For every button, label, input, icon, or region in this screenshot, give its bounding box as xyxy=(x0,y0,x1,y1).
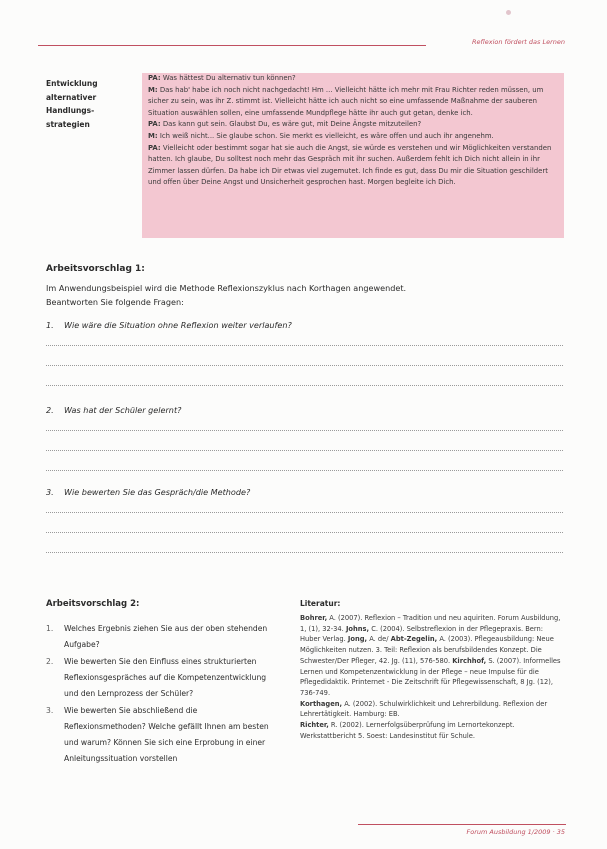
dialogue-line xyxy=(148,131,558,143)
page-footer: Forum Ausbildung 1/2009 · 35 xyxy=(466,828,565,836)
speaker: M: xyxy=(148,85,158,94)
section-label-line: alternativer xyxy=(46,92,97,102)
question-2 xyxy=(46,405,181,415)
question-text: Was hat der Schüler gelernt? xyxy=(64,405,182,415)
item-number: 3. xyxy=(46,706,54,715)
task2-list xyxy=(46,621,274,768)
item-text: Wie bewerten Sie den Einfluss eines strukturierten Reflexionsgespräches auf die Kompetenzentwicklung und den Lernprozess der Schüler? xyxy=(64,657,267,698)
dialogue-line xyxy=(148,143,558,189)
answer-lines[interactable] xyxy=(46,512,563,572)
question-text: Wie bewerten Sie das Gespräch/die Methode? xyxy=(64,487,251,497)
dialogue-text: Vielleicht oder bestimmt sogar hat sie auch die Angst, sie würde es verstehen und wir Möglichkeiten verstanden hatten. Ich glaube, Du solltest noch mehr das Gespräch mit ihr suchen. Außerdem fehlt ich Dich nicht allein in ihr Zimmer lassen dürfen. Da habe ich Dir etwas viel zugemutet. Ich finde es gut, dass Du mir die Situation geschildert und offen über Deine Angst und Unsicherheit gesprochen hast. Morgen begleite ich Dich. xyxy=(148,143,552,187)
speaker: PA: xyxy=(148,74,161,82)
question-number: 1. xyxy=(46,320,54,330)
speaker: M: xyxy=(148,131,158,140)
task1-heading: Arbeitsvorschlag 1: xyxy=(46,264,145,274)
section-label-line: strategien xyxy=(46,119,90,129)
speaker: PA: xyxy=(148,143,161,152)
literature-list xyxy=(300,613,564,741)
section-label-line: Entwicklung xyxy=(46,79,98,88)
section-label xyxy=(46,77,126,131)
dialogue-text: Ich weiß nicht... Sie glaube schon. Sie merkt es vielleicht, es wäre offen und auch ihr angenehm. xyxy=(157,131,494,140)
item-number: 1. xyxy=(46,624,54,633)
lit-author: Kirchhof, xyxy=(452,656,487,665)
list-item xyxy=(46,703,274,767)
lit-text: A. (2003). Pflegeausbildung: Neue Möglichkeiten nutzen. 3. Teil: Reflexion als berufsbildendes Konzept. Die Schwester/Der Pfleger, 42. Jg. (11), 576-580. xyxy=(300,635,554,665)
speaker: PA: xyxy=(148,120,161,129)
dialogue-text: Das hab' habe ich noch nicht nachgedacht! Hm ... Vielleicht hätte ich mehr mit Frau Richter reden müssen, um sicher zu sein, was ihr Z. stimmt ist. Vielleicht hätte ich auch nicht so eine umfassende Maßnahme der sauberen Situation auswählen sollen, eine umfassende Mundpflege hätte ihr auch gut getan, denke ich. xyxy=(148,85,544,117)
question-text: Wie wäre die Situation ohne Reflexion weiter verlaufen? xyxy=(64,320,292,330)
lit-author: Abt-Zegelin, xyxy=(390,635,438,644)
lit-text: A. (2002). Schulwirklichkeit und Lehrerbildung. Reflexion der Lehrertätigkeit. Hamburg: EB. xyxy=(300,699,548,719)
dialogue-line xyxy=(148,119,558,131)
list-item xyxy=(46,621,274,653)
lit-author: Jong, xyxy=(347,635,368,644)
lit-author: Korthagen, xyxy=(300,699,343,708)
question-1 xyxy=(46,320,292,330)
lit-text: S. (2007). Informelles Lernen und Kompetenzentwicklung in der Pflege – neue Impulse für die Pflegedidaktik. Printernet - Die Zeitschrift für Pflegewissenschaft, 8 Jg. (12), 736-749. xyxy=(300,656,561,697)
running-header: Reflexion fördert das Lernen xyxy=(472,38,565,46)
dialogue-text: Das kann gut sein. Glaubst Du, es wäre gut, mit Deine Ängste mitzuteilen? xyxy=(160,120,422,129)
question-number: 3. xyxy=(46,487,54,497)
lit-author: Richter, xyxy=(300,721,329,730)
literature-heading: Literatur: xyxy=(300,599,341,608)
task2-heading: Arbeitsvorschlag 2: xyxy=(46,599,140,609)
lit-text: R. (2002). Lernerfolgsüberprüfung im Lernortekonzept. Werkstattbericht 5. Soest: Landesinstitut für Schule. xyxy=(300,721,515,740)
lit-text: A. de/ xyxy=(367,635,389,644)
list-item xyxy=(46,654,274,702)
question-number: 2. xyxy=(46,405,54,415)
scan-mark xyxy=(506,10,511,15)
footer-rule xyxy=(358,824,566,825)
dialogue-line xyxy=(148,73,558,85)
question-3 xyxy=(46,487,250,497)
lit-author: Johns, xyxy=(345,624,370,633)
item-text: Wie bewerten Sie abschließend die Reflexionsmethoden? Welche gefällt Ihnen am besten und warum? Können Sie sich eine Erprobung in einer Anleitungssituation vorstellen xyxy=(64,706,269,763)
dialogue-line xyxy=(148,85,558,120)
answer-lines[interactable] xyxy=(46,430,563,490)
item-number: 2. xyxy=(46,657,54,666)
section-label-line: Handlungs- xyxy=(46,106,95,115)
lit-text: A. (2007). Reflexion – Tradition und neu aquiriten. Forum Ausbildung, 1, (1), 32-34. xyxy=(300,614,561,633)
answer-lines[interactable] xyxy=(46,345,563,405)
lit-text: C. (2004). Selbstreflexion in der Pflegepraxis. Bern: Huber Verlag. xyxy=(300,624,544,644)
dialogue-box xyxy=(142,73,564,238)
header-rule xyxy=(38,45,426,46)
lit-author: Bohrer, xyxy=(300,614,328,622)
dialogue-text: Was hättest Du alternativ tun können? xyxy=(160,74,296,82)
item-text: Welches Ergebnis ziehen Sie aus der oben stehenden Aufgabe? xyxy=(64,624,268,649)
task1-intro: Im Anwendungsbeispiel wird die Methode Reflexionszyklus nach Korthagen angewendet. Beantworten Sie folgende Fragen: xyxy=(46,283,407,307)
